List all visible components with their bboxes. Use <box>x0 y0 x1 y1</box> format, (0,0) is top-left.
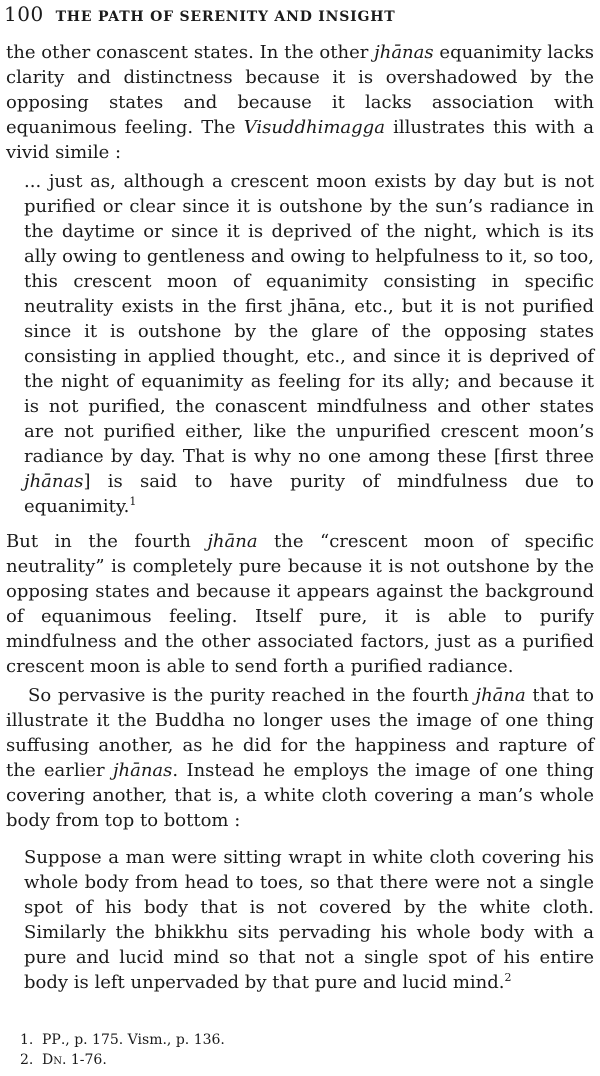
text-run: equanimity lacks clarity and distinctness because it is overshadowed by the opposing states and because it lacks association with equanimous feeling. The <box>6 42 595 138</box>
paragraph-fourth-jhana <box>6 529 594 679</box>
text-run: ... just as, although a crescent moon exists by day but is not purified or clear since it is outshone by the sun’s radiance in the daytime or since it is deprived of the night, which is its ally owing to gentleness and owing to helpfulness to it, so too, this crescent moon of equanimity consisting in specific neutrality exists in the first jhāna, etc., but it is not purified since it is outshone by the glare of the opposing states consisting in applied thought, etc., and since it is deprived of the night of equanimity as feeling for its ally; and because it is not purified, the conascent mindfulness and other states are not purified either, like the unpurified crescent moon’s radiance by day. That is why no one among these [first three <box>24 171 594 467</box>
text-run: illustrates this with a vivid simile : <box>6 117 594 163</box>
text-run: the other conascent states. In the other <box>6 42 375 63</box>
footnote-abbr: Dn <box>42 1052 62 1068</box>
text-run: that to illustrate it the Buddha no longer uses the image of one thing suffusing another, as he did for the happiness and rapture of the earlier <box>6 685 594 781</box>
footnotes <box>20 1030 580 1070</box>
italic-term: jhāna <box>475 685 526 706</box>
page-number: 100 <box>4 2 44 26</box>
footnote-number: 1. <box>20 1032 34 1048</box>
text-run: So pervasive is the purity reached in the fourth <box>28 685 476 706</box>
footnote-abbr: PP <box>42 1032 61 1048</box>
running-title: THE PATH OF SERENITY AND INSIGHT <box>55 9 396 25</box>
block-quote-visuddhimagga <box>24 169 594 519</box>
block-quote-white-cloth <box>24 845 594 995</box>
body-text <box>6 40 594 1005</box>
footnote-1 <box>20 1030 580 1050</box>
italic-term: jhānas <box>24 471 84 492</box>
footnote-text: ., p. 175. Vism., p. 136. <box>60 1032 225 1048</box>
footnote-text: . 1-76. <box>61 1052 107 1068</box>
text-run: . Instead he employs the image of one thing covering another, that is, a white cloth covering a man’s whole body from top to bottom : <box>6 760 594 831</box>
italic-term: jhānas <box>112 760 173 781</box>
italic-term: jhāna <box>207 531 258 552</box>
italic-term: Visuddhimagga <box>243 117 385 138</box>
running-head <box>4 2 396 26</box>
footnote-2 <box>20 1050 580 1070</box>
text-run: the “crescent moon of specific neutrality” is completely pure because it is not outshone by the opposing states and because it appears against the background of equanimous feeling. Itself pure, it is able to purify mindfulness and the other associated factors, just as a purified crescent moon is able to send forth a purified radiance. <box>6 531 594 677</box>
paragraph-pervasive-purity <box>6 683 594 833</box>
text-run: But in the fourth <box>6 531 208 552</box>
text-run: Suppose a man were sitting wrapt in white cloth covering his whole body from head to toes, so that there were not a single spot of his body that is not covered by the white cloth. Similarly the bhikkhu sits pervading his whole body with a pure and lucid mind so that not a single spot of his entire body is left unpervaded by that pure and lucid mind. <box>24 847 594 993</box>
footnote-ref: 1 <box>129 495 137 508</box>
footnote-ref: 2 <box>504 971 512 984</box>
italic-term: jhānas <box>374 42 434 63</box>
paragraph-intro <box>6 40 594 165</box>
footnote-number: 2. <box>20 1052 34 1068</box>
text-run: ] is said to have purity of mindfulness due to equanimity. <box>24 471 594 517</box>
